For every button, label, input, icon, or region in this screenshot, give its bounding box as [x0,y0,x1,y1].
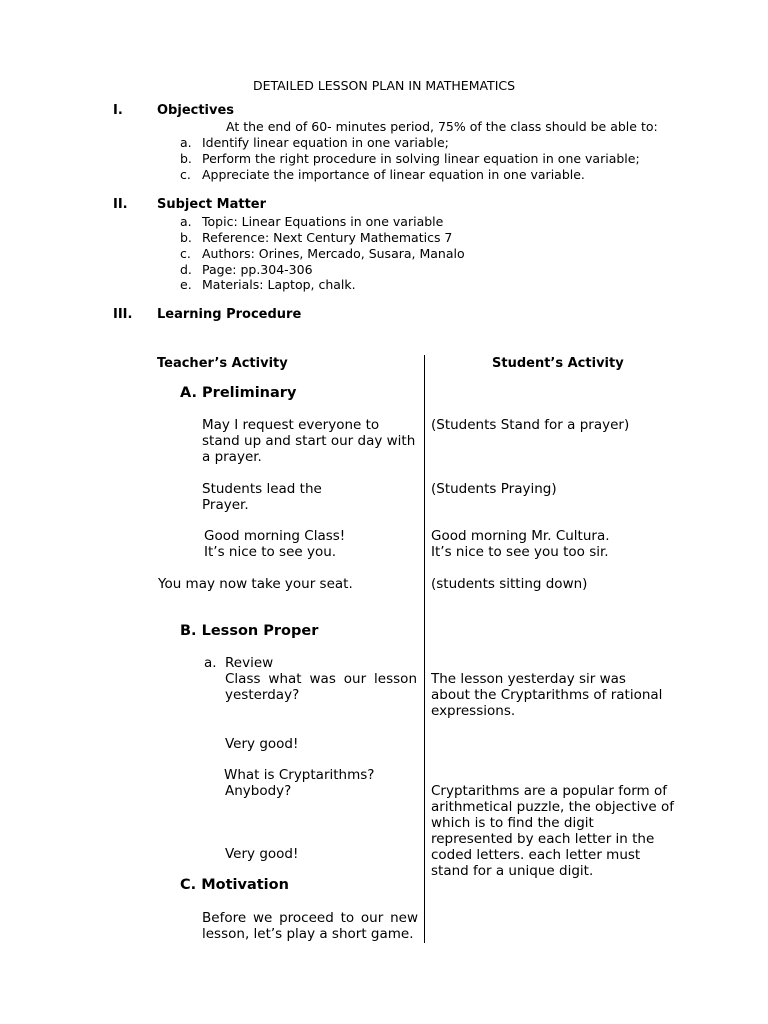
objectives-intro: At the end of 60- minutes period, 75% of the class should be able to: [226,119,658,134]
student-review-answer: The lesson yesterday sir was about the Cryptarithms of rational expressions. [431,671,663,719]
section-heading-subject-matter: Subject Matter [157,197,267,212]
teacher-anybody: Anybody? [225,783,292,799]
teacher-review-question: Class what was our lesson yesterday? [225,671,417,703]
subject-label: e. [180,277,192,292]
teacher-lead-prayer: Students lead the Prayer. [202,481,322,513]
student-praying: (Students Praying) [431,481,557,497]
student-stand-prayer: (Students Stand for a prayer) [431,417,630,433]
objective-label: b. [180,151,192,166]
teacher-activity-header: Teacher’s Activity [157,356,288,371]
teacher-good-morning: Good morning Class! [204,528,346,544]
student-nice-to-see: It’s nice to see you too sir. [431,544,609,560]
subject-item: Authors: Orines, Mercado, Susara, Manalo [202,246,465,261]
subject-label: c. [180,246,191,261]
objective-label: a. [180,135,192,150]
student-cryptarithms-answer: Cryptarithms are a popular form of arithmetical puzzle, the objective of which is to find the digit represented by each letter in the coded letters. each letter must stand for a unique digit. [431,783,674,879]
column-divider [424,355,425,943]
motivation-heading: C. Motivation [180,877,289,893]
section-number-learning-procedure: III. [113,307,133,322]
teacher-nice-to-see: It’s nice to see you. [204,544,337,560]
teacher-very-good: Very good! [225,736,299,752]
document-title: DETAILED LESSON PLAN IN MATHEMATICS [252,78,516,93]
subject-label: a. [180,214,192,229]
review-label: a. [204,655,217,671]
objective-label: c. [180,167,191,182]
subject-item: Topic: Linear Equations in one variable [202,214,444,229]
section-number-subject-matter: II. [113,197,128,212]
subject-item: Page: pp.304-306 [202,262,313,277]
objective-item: Appreciate the importance of linear equation in one variable. [202,167,585,182]
teacher-motivation-game: Before we proceed to our new lesson, let’s play a short game. [202,910,418,942]
section-heading-objectives: Objectives [157,103,235,118]
subject-item: Materials: Laptop, chalk. [202,277,356,292]
preliminary-heading: A. Preliminary [180,385,297,401]
teacher-what-is-cryptarithms: What is Cryptarithms? [224,767,375,783]
review-title: Review [225,655,274,671]
teacher-take-seat: You may now take your seat. [158,576,353,592]
lesson-proper-heading: B. Lesson Proper [180,623,319,639]
subject-label: d. [180,262,192,277]
section-heading-learning-procedure: Learning Procedure [157,307,302,322]
student-sitting: (students sitting down) [431,576,588,592]
student-good-morning: Good morning Mr. Cultura. [431,528,610,544]
teacher-very-good: Very good! [225,846,299,862]
student-activity-header: Student’s Activity [492,356,624,371]
teacher-prayer-request: May I request everyone to stand up and start our day with a prayer. [202,417,416,465]
objective-item: Perform the right procedure in solving linear equation in one variable; [202,151,640,166]
subject-label: b. [180,230,192,245]
section-number-objectives: I. [113,103,123,118]
subject-item: Reference: Next Century Mathematics 7 [202,230,453,245]
objective-item: Identify linear equation in one variable; [202,135,449,150]
